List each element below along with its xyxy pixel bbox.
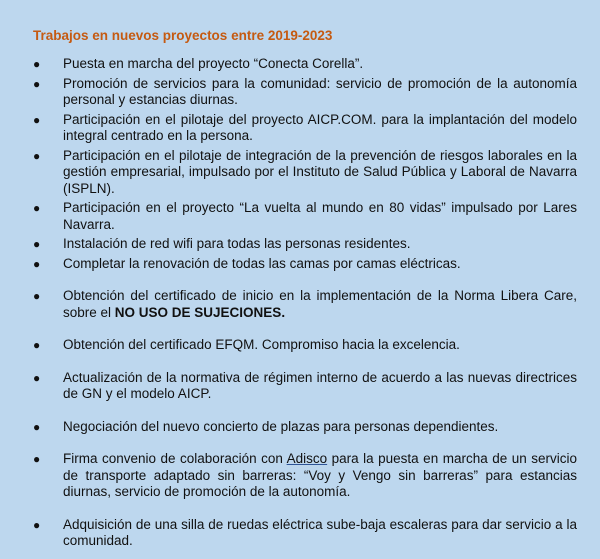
bullet-icon: ● xyxy=(33,57,41,71)
bullet-icon: ● xyxy=(33,201,41,215)
list-item-text: Adquisición de una silla de ruedas eléctrica sube-baja escaleras para dar servicio a la comunidad. xyxy=(63,516,577,548)
list-item-text: Promoción de servicios para la comunidad: servicio de promoción de la autonomía personal y estancias diurnas. xyxy=(63,75,577,107)
list-item xyxy=(33,76,577,109)
project-list xyxy=(33,56,580,550)
bullet-icon: ● xyxy=(33,148,41,163)
list-item-text: Participación en el proyecto “La vuelta al mundo en 80 vidas” impulsado por Lares Navarra. xyxy=(63,200,577,232)
list-item-text-bold: NO USO DE SUJECIONES. xyxy=(114,304,286,320)
list-item xyxy=(33,256,577,273)
list-item-text: Actualización de la normativa de régimen interno de acuerdo a las nuevas directrices de GN y el modelo AICP. xyxy=(63,369,577,401)
list-item-text-plain: Obtención del certificado de inicio en la implementación de la Norma Libera Care, sobre el xyxy=(63,288,577,320)
list-item xyxy=(33,288,577,321)
bullet-icon: ● xyxy=(33,338,41,352)
bullet-icon: ● xyxy=(33,112,41,127)
list-item-text: Obtención del certificado EFQM. Compromiso hacia la excelencia. xyxy=(63,337,460,352)
bullet-icon: ● xyxy=(33,517,41,532)
list-item xyxy=(33,236,577,253)
list-item-text-plain: Firma convenio de colaboración con xyxy=(63,451,287,466)
adisco-link-text: Adisco xyxy=(286,451,328,466)
bullet-icon: ● xyxy=(33,419,41,434)
list-item xyxy=(33,56,577,73)
list-item xyxy=(33,148,577,198)
list-item-text xyxy=(63,451,577,499)
section-title: Trabajos en nuevos proyectos entre 2019-2023 xyxy=(33,28,333,43)
list-item-text xyxy=(63,288,577,320)
bullet-icon: ● xyxy=(33,370,41,385)
list-item-text: Participación en el pilotaje de integración de la prevención de riesgos laborales en la gestión empresarial, impulsado por el Instituto de Salud Pública y Laboral de Navarra (ISPLN). xyxy=(63,147,577,196)
list-item xyxy=(33,200,577,233)
list-item xyxy=(33,112,577,145)
list-item xyxy=(33,451,577,501)
bullet-icon: ● xyxy=(33,256,41,271)
bullet-icon: ● xyxy=(33,76,41,91)
list-item xyxy=(33,370,577,403)
list-item xyxy=(33,517,577,550)
bullet-icon: ● xyxy=(33,452,41,466)
list-item-text: Puesta en marcha del proyecto “Conecta Corella”. xyxy=(63,56,364,71)
list-item-text: Participación en el pilotaje del proyecto AICP.COM. para la implantación del modelo integral centrado en la persona. xyxy=(63,111,577,143)
list-item-text: Instalación de red wifi para todas las personas residentes. xyxy=(63,236,411,251)
list-item xyxy=(33,337,577,354)
list-item-text-plain: para la puesta en marcha de un servicio de transporte adaptado sin barreras: “Voy y Vengo sin barreras” para estancias diurnas, servicio de promoción de la autonomía. xyxy=(63,451,577,499)
list-item xyxy=(33,419,577,436)
list-item-text: Negociación del nuevo concierto de plazas para personas dependientes. xyxy=(63,418,499,434)
bullet-icon: ● xyxy=(33,289,41,303)
list-item-text: Completar la renovación de todas las camas por camas eléctricas. xyxy=(63,255,461,271)
bullet-icon: ● xyxy=(33,237,41,251)
